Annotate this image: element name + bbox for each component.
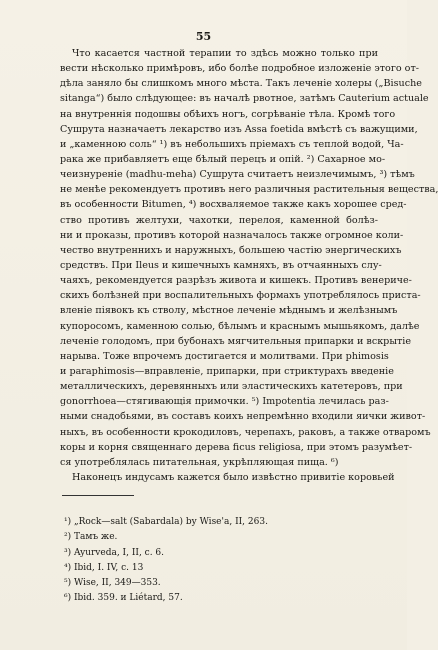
text-line: ни и проказы, противъ которой назначалось также огромное коли- <box>60 229 404 241</box>
text-line: и paraphimosis—вправленіе, припарки, при стриктурахъ введеніе <box>60 365 394 377</box>
text-line: ныхъ, въ особенности крокодиловъ, черепахъ, раковъ, а также отваромъ <box>60 426 431 438</box>
text-line: рака же прибавляетъ еще бѣлый перецъ и опій. ²) Сахарное мо- <box>60 153 386 165</box>
text-line: Сушрута назначаетъ лекарство изъ Assa foetida вмѣстѣ съ важущими, <box>60 123 418 135</box>
text-line: ными снадобьями, въ составъ коихъ непремѣнно входили яички живот- <box>60 411 426 423</box>
text-line: скихъ болѣзней при воспалительныхъ формахъ употреблялось приста- <box>60 290 421 302</box>
text-line: ство противъ желтухи, чахотки, перелоя, каменной болѣз- <box>60 214 378 226</box>
text-line: Наконецъ индусамъ кажется было извѣстно привитіе коровьей <box>72 471 395 483</box>
footnote-divider <box>62 495 134 496</box>
text-line: чество внутреннихъ и наружныхъ, большею частію энергическихъ <box>60 244 402 256</box>
text-line: чаяхъ, рекомендуется разрѣзъ живота и кишекъ. Противъ венериче- <box>60 275 412 287</box>
footnote: ²) Тамъ же. <box>64 532 118 543</box>
footnotes <box>64 515 364 607</box>
footnote: ³) Ayurveda, I, II, с. 6. <box>64 547 165 558</box>
text-line: на внутреннія подошвы обѣихъ ногъ, согрѣваніе тѣла. Кромѣ того <box>60 108 396 120</box>
body-text <box>60 46 438 485</box>
footnote: ⁵) Wise, II, 349—353. <box>64 578 161 589</box>
text-line: чеизнуреніе (madhu-meha) Сушрута считаетъ неизлечимымъ, ³) тѣмъ <box>60 169 415 181</box>
text-line: леченіе голодомъ, при бубонахъ мягчительныя припарки и вскрытіе <box>60 335 412 347</box>
footnote: ⁶) Ibid. 359. и Liétard, 57. <box>64 593 183 604</box>
text-line: металлическихъ, деревянныхъ или эластическихъ катетеровъ, при <box>60 381 403 393</box>
text-line: вести нѣсколько примѣровъ, ибо болѣе подробное изложеніе этого от- <box>60 63 420 75</box>
text-line: ся употреблялась питательная, укрѣпляющая пища. ⁶) <box>60 456 339 468</box>
text-line: нарыва. Тоже впрочемъ достигается и молитвами. При phimosis <box>60 350 389 362</box>
text-line: дѣла заняло бы слишкомъ много мѣста. Такъ леченіе холеры („Bisuche <box>60 78 422 90</box>
text-line: средствъ. При Ileus и кишечныхъ камняхъ, въ отчаянныхъ слу- <box>60 259 382 271</box>
footnote: ¹) „Rock—salt (Sabardala) by Wise'a, II, 263. <box>64 517 268 527</box>
page-number: 55 <box>195 30 212 43</box>
text-line: gonorrhoea—стягивающія примочки. ⁵) Impotentia лечилась раз- <box>60 396 389 408</box>
text-line: и „каменною соль“ ¹) въ небольшихъ пріемахъ съ теплой водой, Ча- <box>60 138 404 150</box>
footnote: ⁴) Ibid, I. IV, с. 13 <box>64 562 144 573</box>
text-line: коры и корня священнаго дерева ficus religiosa, при этомъ разумѣет- <box>60 441 413 453</box>
text-line: sitanga“) было слѣдующее: въ началѣ рвотное, затѣмъ Cauterium actuale <box>60 93 429 105</box>
text-line: не менѣе рекомендуетъ противъ него различныя растительныя вещества, <box>60 184 438 196</box>
text-line: въ особенности Bitumen, ⁴) восхваляемое также какъ хорошее сред- <box>60 199 407 211</box>
text-line: Что касается частной терапии то здѣсь можно только при <box>72 48 378 59</box>
text-line: вленіе піявокъ къ стволу, мѣстное леченіе мѣднымъ и желѣзнымъ <box>60 305 398 317</box>
text-line: купоросомъ, каменною солью, бѣлымъ и краснымъ мышьякомъ, далѣе <box>60 320 420 332</box>
